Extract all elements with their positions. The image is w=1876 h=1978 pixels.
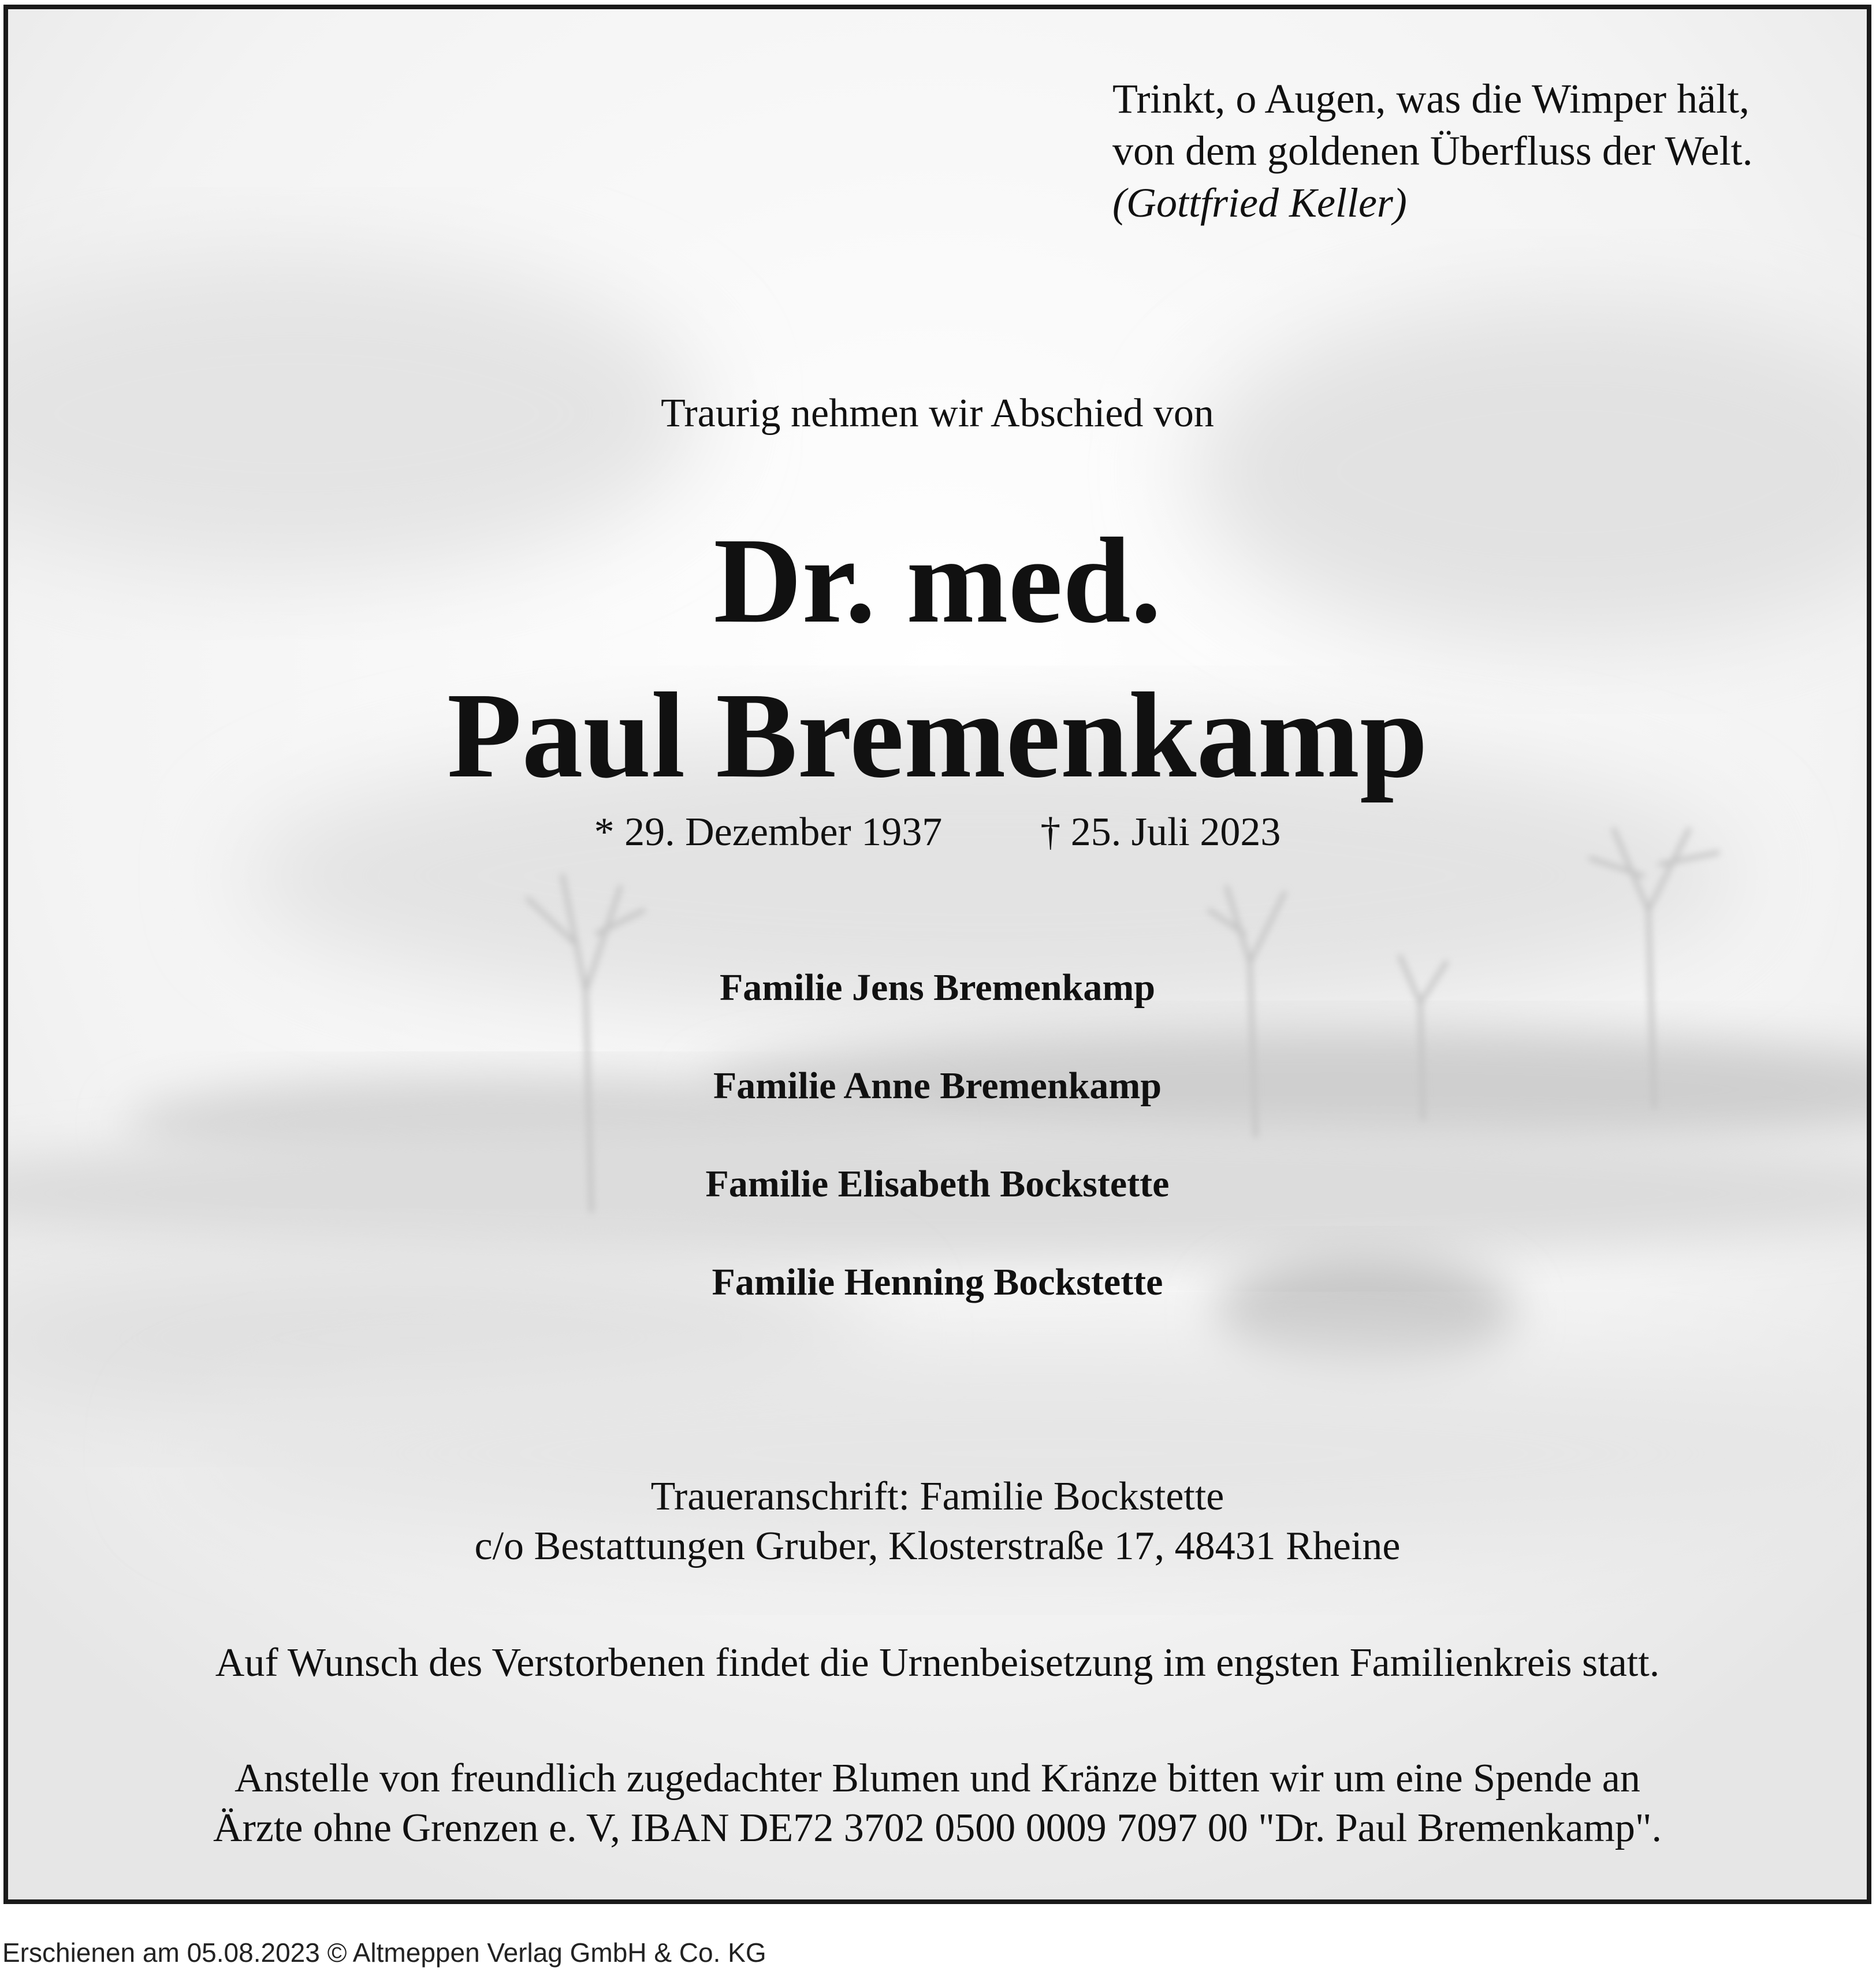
donation-request xyxy=(8,1754,1867,1853)
poem-quote xyxy=(1112,73,1753,229)
misty-landscape-background xyxy=(8,9,1867,1899)
address-line-1: Traueranschrift: Familie Bockstette xyxy=(650,1474,1224,1519)
address-line-2: c/o Bestattungen Gruber, Klosterstraße 17, 48431 Rheine xyxy=(474,1524,1401,1568)
quote-line-1: Trinkt, o Augen, was die Wimper hält, xyxy=(1112,76,1750,122)
donation-line-2: Ärzte ohne Grenzen e. V, IBAN DE72 3702 0500 0009 7097 00 "Dr. Paul Bremenkamp". xyxy=(213,1806,1662,1850)
quote-line-2: von dem goldenen Überfluss der Welt. xyxy=(1112,128,1753,174)
family-1: Familie Jens Bremenkamp xyxy=(719,966,1156,1009)
life-dates xyxy=(8,806,1867,858)
mourning-address xyxy=(8,1472,1867,1571)
donation-line-1: Anstelle von freundlich zugedachter Blumen und Kränze bitten wir um eine Spende an xyxy=(234,1756,1640,1801)
deceased-title: Dr. med. xyxy=(713,512,1162,648)
burial-wish: Auf Wunsch des Verstorbenen findet die Urnenbeisetzung im engsten Familienkreis statt. xyxy=(215,1641,1660,1685)
publication-footer: Erschienen am 05.08.2023 © Altmeppen Verlag GmbH & Co. KG xyxy=(2,1938,766,1968)
deceased-name: Paul Bremenkamp xyxy=(446,667,1428,803)
deceased-name-block xyxy=(8,503,1867,813)
death-date: † 25. Juli 2023 xyxy=(1040,810,1281,854)
family-3: Familie Elisabeth Bockstette xyxy=(705,1163,1170,1205)
intro-text: Traurig nehmen wir Abschied von xyxy=(661,391,1214,436)
family-2: Familie Anne Bremenkamp xyxy=(713,1065,1162,1107)
quote-author: (Gottfried Keller) xyxy=(1112,180,1407,226)
family-4: Familie Henning Bockstette xyxy=(712,1261,1163,1303)
obituary-notice xyxy=(3,5,1871,1904)
birth-date: * 29. Dezember 1937 xyxy=(594,810,943,854)
